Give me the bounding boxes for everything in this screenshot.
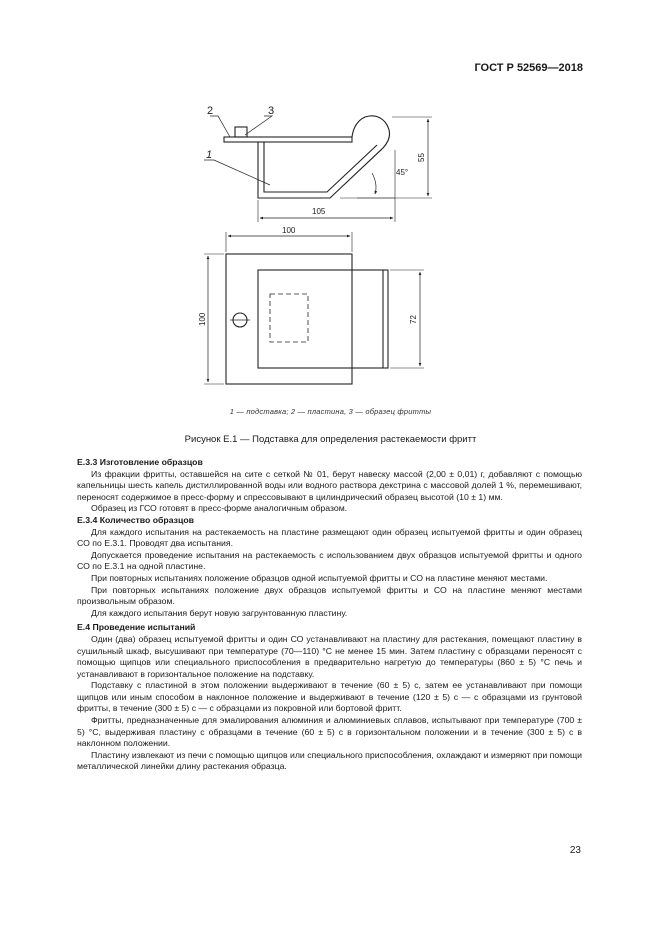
dim-side-label: 100 (198, 312, 207, 326)
dim-angle-label: 45° (396, 168, 409, 177)
plate-outline (226, 254, 352, 384)
body-text (77, 457, 582, 773)
paragraph: Из фракции фритты, оставшейся на сите с сеткой № 01, берут навеску массой (2,00 ± 0,01) г, добавляют с помощью капельницы шесть капель дистиллированной воды или водного раствора декстрина с массовой долей 1 %, перемешивают, переносят содержимое в пресс-форму и спрессовывают в цилиндрический образец высотой (10 ± 1) мм. (77, 468, 582, 502)
angle-arc (372, 173, 376, 194)
stand-outline (258, 270, 388, 368)
callout-2: 2 (207, 105, 214, 117)
paragraph: Для каждого испытания берут новую загрунтованную пластину. (91, 607, 348, 618)
figure-legend: 1 — подставка; 2 — пластина, 3 — образец фритты (229, 407, 432, 416)
paragraph: Для каждого испытания на растекаемость на пластине размещают один образец испытуемой фритты и один образец СО по Е.3.1. Проводят два испытания. (77, 526, 582, 549)
callout-1: 1 (206, 149, 213, 161)
dim-length-label: 105 (312, 207, 326, 216)
heading-e34: Е.3.4 Количество образцов (77, 514, 194, 525)
paragraph: Подставку с пластиной в этом положении выдерживают в течение (60 ± 5) с, затем ее устанавливают при помощи щипцов или иным способом в наклонное положение и выдерживают в течение (120 ± 5) с — с образцами из грунтовой фритты, в течение (300 ± 5) с — с образцами из покровной или бортовой фритт. (77, 680, 582, 714)
dim-height-label: 55 (417, 153, 426, 162)
hidden-stand-edge (270, 294, 308, 342)
paragraph: При повторных испытаниях положение образцов одной испытуемой фритты и СО на пластине меняют местами. (91, 572, 548, 583)
page-number: 23 (569, 845, 581, 856)
dim-inner-label: 72 (409, 315, 418, 324)
dim-width-label: 100 (282, 226, 296, 235)
plate-shape (224, 137, 352, 142)
stand-shape (258, 116, 390, 198)
paragraph: Допускается проведение испытания на растекаемость с использованием двух образцов испытуемой фритты и одного СО по Е.3.1 на одной пластине. (77, 549, 582, 572)
figure-caption: Рисунок Е.1 — Подставка для определения растекаемости фритт (184, 434, 477, 445)
callout-3: 3 (268, 105, 275, 117)
figure-e1-drawing (0, 0, 661, 400)
top-view (204, 232, 424, 384)
paragraph: Образец из ГСО готовят в пресс-форме аналогичным образом. (91, 503, 348, 514)
sample-shape (235, 127, 247, 137)
paragraph: Один (два) образец испытуемой фритты и один СО устанавливают на пластину для растекания, помещают пластину в сушильный шкаф, высушивают при температуре (70—110) °С не менее 15 мин. Затем пластину с образцами переносят с помощью щипцов или специального приспособления в предварительно нагретую до температуры (860 ± 5) °С печь и устанавливают в горизонтальное положение на подставку. (77, 633, 582, 679)
standard-header: ГОСТ Р 52569—2018 (474, 62, 583, 74)
paragraph: Пластину извлекают из печи с помощью щипцов или специального приспособления, охлаждают и измеряют при помощи металлической линейки длину растекания образца. (77, 749, 582, 772)
heading-e33: Е.3.3 Изготовление образцов (77, 457, 203, 467)
paragraph: При повторных испытаниях положение двух образцов испытуемой фритты и СО на пластине меняют местами произвольным образом. (77, 584, 582, 607)
heading-e4: Е.4 Проведение испытаний (77, 622, 196, 633)
paragraph: Фритты, предназначенные для эмалирования алюминия и алюминиевых сплавов, испытывают при температуре (700 ± 5) °С, выдерживая пластину с образцами в течение (60 ± 5) с в горизонтальном положении и в течение (300 ± 5) с в наклонном положении. (77, 715, 582, 749)
